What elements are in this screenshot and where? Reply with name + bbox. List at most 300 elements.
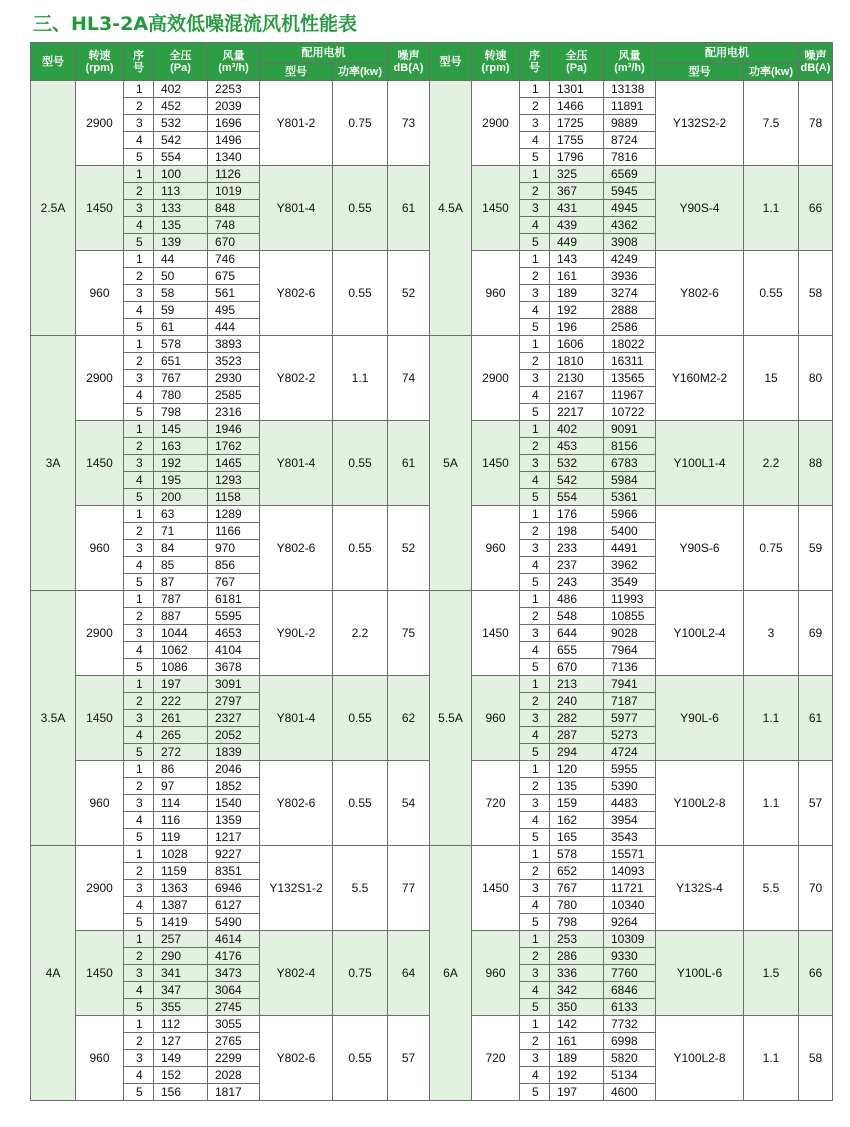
pressure-cell: 341: [154, 965, 208, 982]
model-cell: 4A: [31, 846, 76, 1101]
seq-cell: 1: [520, 931, 550, 948]
pressure-cell: 1387: [154, 897, 208, 914]
pressure-cell: 554: [154, 149, 208, 166]
model-cell: 5A: [430, 336, 472, 591]
seq-cell: 2: [124, 948, 154, 965]
seq-cell: 4: [520, 387, 550, 404]
seq-cell: 4: [124, 642, 154, 659]
pressure-cell: 243: [550, 574, 604, 591]
seq-cell: 5: [520, 744, 550, 761]
table-body: [31, 81, 833, 1101]
pressure-cell: 86: [154, 761, 208, 778]
noise-cell: 52: [388, 506, 430, 591]
header-motor-model: 型号: [260, 64, 333, 81]
seq-cell: 1: [124, 421, 154, 438]
flow-cell: 6181: [208, 591, 260, 608]
flow-cell: 14093: [604, 863, 656, 880]
power-cell: 0.75: [333, 81, 388, 166]
seq-cell: 3: [124, 285, 154, 302]
flow-cell: 6783: [604, 455, 656, 472]
seq-cell: 3: [520, 115, 550, 132]
seq-cell: 2: [520, 268, 550, 285]
noise-cell: 61: [388, 421, 430, 506]
power-cell: 0.55: [333, 1016, 388, 1101]
model-cell: 4.5A: [430, 81, 472, 336]
pressure-cell: 233: [550, 540, 604, 557]
seq-cell: 2: [520, 863, 550, 880]
pressure-cell: 61: [154, 319, 208, 336]
seq-cell: 3: [520, 285, 550, 302]
seq-cell: 3: [520, 455, 550, 472]
seq-cell: 4: [520, 217, 550, 234]
pressure-cell: 367: [550, 183, 604, 200]
seq-cell: 3: [520, 625, 550, 642]
pressure-cell: 342: [550, 982, 604, 999]
model-cell: 3A: [31, 336, 76, 591]
seq-cell: 5: [520, 149, 550, 166]
seq-cell: 3: [124, 965, 154, 982]
seq-cell: 1: [124, 676, 154, 693]
seq-cell: 2: [124, 353, 154, 370]
seq-cell: 2: [124, 438, 154, 455]
motor-model-cell: Y132S-4: [656, 846, 744, 931]
pressure-cell: 149: [154, 1050, 208, 1067]
flow-cell: 18022: [604, 336, 656, 353]
flow-cell: 7187: [604, 693, 656, 710]
flow-cell: 8351: [208, 863, 260, 880]
header-flow-label-right: 风量: [618, 49, 641, 62]
flow-cell: 13565: [604, 370, 656, 387]
flow-cell: 4653: [208, 625, 260, 642]
seq-cell: 5: [520, 319, 550, 336]
seq-cell: 3: [124, 710, 154, 727]
seq-cell: 1: [520, 421, 550, 438]
header-flow-unit: (m³/h): [218, 61, 249, 74]
seq-cell: 2: [520, 353, 550, 370]
motor-model-cell: Y160M2-2: [656, 336, 744, 421]
pressure-cell: 542: [154, 132, 208, 149]
power-cell: 0.75: [333, 931, 388, 1016]
noise-cell: 78: [799, 81, 833, 166]
speed-cell: 960: [76, 1016, 124, 1101]
noise-cell: 61: [799, 676, 833, 761]
power-cell: 0.55: [333, 676, 388, 761]
pressure-cell: 189: [550, 285, 604, 302]
noise-cell: 74: [388, 336, 430, 421]
power-cell: 3: [744, 591, 799, 676]
seq-cell: 2: [124, 523, 154, 540]
pressure-cell: 2217: [550, 404, 604, 421]
header-seq-bottom: 号: [133, 61, 144, 74]
flow-cell: 7732: [604, 1016, 656, 1033]
seq-cell: 5: [124, 1084, 154, 1101]
flow-cell: 970: [208, 540, 260, 557]
power-cell: 0.55: [333, 421, 388, 506]
power-cell: 7.5: [744, 81, 799, 166]
header-speed-label-right: 转速: [484, 49, 507, 62]
speed-cell: 1450: [472, 421, 520, 506]
pressure-cell: 486: [550, 591, 604, 608]
header-seq-bottom-right: 号: [529, 61, 540, 74]
seq-cell: 3: [124, 370, 154, 387]
pressure-cell: 159: [550, 795, 604, 812]
flow-cell: 9330: [604, 948, 656, 965]
pressure-cell: 1028: [154, 846, 208, 863]
pressure-cell: 578: [550, 846, 604, 863]
seq-cell: 2: [520, 1033, 550, 1050]
header-pressure-unit-right: (Pa): [566, 61, 587, 74]
seq-cell: 1: [520, 166, 550, 183]
flow-cell: 9227: [208, 846, 260, 863]
seq-cell: 5: [124, 404, 154, 421]
seq-cell: 1: [124, 931, 154, 948]
pressure-cell: 453: [550, 438, 604, 455]
power-cell: 0.55: [333, 761, 388, 846]
seq-cell: 2: [124, 1033, 154, 1050]
pressure-cell: 439: [550, 217, 604, 234]
flow-cell: 9889: [604, 115, 656, 132]
pressure-cell: 116: [154, 812, 208, 829]
flow-cell: 1126: [208, 166, 260, 183]
motor-model-cell: Y802-6: [260, 506, 333, 591]
pressure-cell: 1606: [550, 336, 604, 353]
flow-cell: 3954: [604, 812, 656, 829]
seq-cell: 4: [124, 302, 154, 319]
flow-cell: 9028: [604, 625, 656, 642]
flow-cell: 670: [208, 234, 260, 251]
model-cell: 6A: [430, 846, 472, 1101]
pressure-cell: 655: [550, 642, 604, 659]
seq-cell: 2: [520, 693, 550, 710]
header-seq-top-right: 序: [529, 49, 540, 62]
table-row: [31, 81, 833, 98]
seq-cell: 4: [520, 982, 550, 999]
motor-model-cell: Y801-2: [260, 81, 333, 166]
flow-cell: 2797: [208, 693, 260, 710]
speed-cell: 2900: [76, 591, 124, 676]
pressure-cell: 257: [154, 931, 208, 948]
header-row-1: [31, 43, 833, 64]
noise-cell: 59: [799, 506, 833, 591]
flow-cell: 1340: [208, 149, 260, 166]
header-motor-right: 配用电机: [656, 43, 799, 64]
seq-cell: 3: [520, 795, 550, 812]
pressure-cell: 2130: [550, 370, 604, 387]
seq-cell: 1: [124, 166, 154, 183]
flow-cell: 4491: [604, 540, 656, 557]
seq-cell: 1: [124, 251, 154, 268]
pressure-cell: 1755: [550, 132, 604, 149]
seq-cell: 5: [124, 829, 154, 846]
pressure-cell: 127: [154, 1033, 208, 1050]
header-noise-unit-right: dB(A): [800, 61, 831, 74]
flow-cell: 1540: [208, 795, 260, 812]
seq-cell: 4: [124, 387, 154, 404]
seq-cell: 5: [124, 149, 154, 166]
pressure-cell: 189: [550, 1050, 604, 1067]
pressure-cell: 1159: [154, 863, 208, 880]
seq-cell: 5: [124, 319, 154, 336]
pressure-cell: 135: [550, 778, 604, 795]
seq-cell: 2: [520, 183, 550, 200]
seq-cell: 3: [124, 540, 154, 557]
flow-cell: 4945: [604, 200, 656, 217]
flow-cell: 4614: [208, 931, 260, 948]
power-cell: 2.2: [333, 591, 388, 676]
flow-cell: 2299: [208, 1050, 260, 1067]
flow-cell: 4483: [604, 795, 656, 812]
flow-cell: 7760: [604, 965, 656, 982]
flow-cell: 6998: [604, 1033, 656, 1050]
seq-cell: 1: [124, 81, 154, 98]
pressure-cell: 162: [550, 812, 604, 829]
power-cell: 1.1: [744, 761, 799, 846]
model-cell: 2.5A: [31, 81, 76, 336]
flow-cell: 1762: [208, 438, 260, 455]
motor-model-cell: Y132S2-2: [656, 81, 744, 166]
seq-cell: 5: [520, 404, 550, 421]
pressure-cell: 294: [550, 744, 604, 761]
header-motor: 配用电机: [260, 43, 388, 64]
pressure-cell: 780: [154, 387, 208, 404]
pressure-cell: 542: [550, 472, 604, 489]
seq-cell: 4: [124, 1067, 154, 1084]
flow-cell: 11993: [604, 591, 656, 608]
flow-cell: 4249: [604, 251, 656, 268]
motor-model-cell: Y801-4: [260, 676, 333, 761]
pressure-cell: 197: [154, 676, 208, 693]
seq-cell: 2: [520, 778, 550, 795]
table-row: [31, 336, 833, 353]
flow-cell: 748: [208, 217, 260, 234]
flow-cell: 4724: [604, 744, 656, 761]
flow-cell: 1852: [208, 778, 260, 795]
noise-cell: 69: [799, 591, 833, 676]
pressure-cell: 58: [154, 285, 208, 302]
model-cell: 3.5A: [31, 591, 76, 846]
seq-cell: 2: [520, 438, 550, 455]
flow-cell: 9264: [604, 914, 656, 931]
seq-cell: 3: [520, 370, 550, 387]
pressure-cell: 198: [550, 523, 604, 540]
seq-cell: 1: [520, 676, 550, 693]
pressure-cell: 192: [154, 455, 208, 472]
pressure-cell: 44: [154, 251, 208, 268]
flow-cell: 5955: [604, 761, 656, 778]
seq-cell: 3: [520, 540, 550, 557]
seq-cell: 2: [520, 608, 550, 625]
pressure-cell: 272: [154, 744, 208, 761]
flow-cell: 5361: [604, 489, 656, 506]
seq-cell: 1: [520, 846, 550, 863]
motor-model-cell: Y100L1-4: [656, 421, 744, 506]
pressure-cell: 100: [154, 166, 208, 183]
pressure-cell: 120: [550, 761, 604, 778]
pressure-cell: 156: [154, 1084, 208, 1101]
seq-cell: 1: [124, 591, 154, 608]
motor-model-cell: Y90S-4: [656, 166, 744, 251]
pressure-cell: 350: [550, 999, 604, 1016]
flow-cell: 2039: [208, 98, 260, 115]
flow-cell: 4104: [208, 642, 260, 659]
flow-cell: 5134: [604, 1067, 656, 1084]
header-seq-top: 序: [133, 49, 144, 62]
header-speed: [76, 43, 124, 81]
noise-cell: 61: [388, 166, 430, 251]
speed-cell: 960: [472, 506, 520, 591]
flow-cell: 4176: [208, 948, 260, 965]
header-speed-unit-right: (rpm): [481, 61, 510, 74]
motor-model-cell: Y801-4: [260, 166, 333, 251]
power-cell: 2.2: [744, 421, 799, 506]
header-model: 型号: [31, 43, 76, 81]
motor-model-cell: Y90L-6: [656, 676, 744, 761]
seq-cell: 4: [124, 132, 154, 149]
flow-cell: 16311: [604, 353, 656, 370]
header-power: 功率(kw): [333, 64, 388, 81]
flow-cell: 5966: [604, 506, 656, 523]
pressure-cell: 142: [550, 1016, 604, 1033]
pressure-cell: 112: [154, 1016, 208, 1033]
speed-cell: 960: [472, 251, 520, 336]
flow-cell: 495: [208, 302, 260, 319]
power-cell: 5.5: [744, 846, 799, 931]
noise-cell: 58: [799, 1016, 833, 1101]
seq-cell: 5: [124, 574, 154, 591]
flow-cell: 8156: [604, 438, 656, 455]
flow-cell: 10855: [604, 608, 656, 625]
header-pressure-unit: (Pa): [170, 61, 191, 74]
seq-cell: 3: [520, 965, 550, 982]
seq-cell: 2: [520, 523, 550, 540]
noise-cell: 57: [388, 1016, 430, 1101]
flow-cell: 2765: [208, 1033, 260, 1050]
flow-cell: 3473: [208, 965, 260, 982]
seq-cell: 3: [520, 710, 550, 727]
seq-cell: 4: [124, 472, 154, 489]
motor-model-cell: Y100L-6: [656, 931, 744, 1016]
seq-cell: 3: [124, 795, 154, 812]
seq-cell: 1: [124, 761, 154, 778]
flow-cell: 10340: [604, 897, 656, 914]
seq-cell: 1: [520, 81, 550, 98]
pressure-cell: 767: [550, 880, 604, 897]
speed-cell: 1450: [76, 421, 124, 506]
pressure-cell: 145: [154, 421, 208, 438]
flow-cell: 561: [208, 285, 260, 302]
pressure-cell: 1810: [550, 353, 604, 370]
flow-cell: 848: [208, 200, 260, 217]
seq-cell: 1: [124, 506, 154, 523]
motor-model-cell: Y100L2-4: [656, 591, 744, 676]
seq-cell: 3: [520, 880, 550, 897]
noise-cell: 88: [799, 421, 833, 506]
table-header: [31, 43, 833, 81]
speed-cell: 2900: [76, 336, 124, 421]
power-cell: 15: [744, 336, 799, 421]
flow-cell: 7941: [604, 676, 656, 693]
flow-cell: 3908: [604, 234, 656, 251]
flow-cell: 6133: [604, 999, 656, 1016]
header-noise-right: [799, 43, 833, 81]
seq-cell: 4: [520, 132, 550, 149]
pressure-cell: 143: [550, 251, 604, 268]
flow-cell: 5820: [604, 1050, 656, 1067]
flow-cell: 1158: [208, 489, 260, 506]
seq-cell: 1: [124, 1016, 154, 1033]
seq-cell: 5: [124, 914, 154, 931]
power-cell: 1.1: [744, 1016, 799, 1101]
seq-cell: 5: [124, 744, 154, 761]
pressure-cell: 87: [154, 574, 208, 591]
seq-cell: 4: [124, 982, 154, 999]
seq-cell: 3: [124, 625, 154, 642]
flow-cell: 444: [208, 319, 260, 336]
seq-cell: 4: [520, 642, 550, 659]
flow-cell: 5490: [208, 914, 260, 931]
flow-cell: 5390: [604, 778, 656, 795]
pressure-cell: 282: [550, 710, 604, 727]
seq-cell: 2: [124, 863, 154, 880]
flow-cell: 2028: [208, 1067, 260, 1084]
flow-cell: 1465: [208, 455, 260, 472]
power-cell: 0.75: [744, 506, 799, 591]
seq-cell: 5: [520, 659, 550, 676]
seq-cell: 2: [124, 778, 154, 795]
flow-cell: 2586: [604, 319, 656, 336]
seq-cell: 5: [124, 234, 154, 251]
model-cell: 5.5A: [430, 591, 472, 846]
flow-cell: 11721: [604, 880, 656, 897]
seq-cell: 1: [520, 761, 550, 778]
pressure-cell: 887: [154, 608, 208, 625]
flow-cell: 5400: [604, 523, 656, 540]
seq-cell: 4: [520, 727, 550, 744]
pressure-cell: 651: [154, 353, 208, 370]
seq-cell: 1: [520, 591, 550, 608]
noise-cell: 75: [388, 591, 430, 676]
flow-cell: 1696: [208, 115, 260, 132]
speed-cell: 960: [76, 506, 124, 591]
power-cell: 0.55: [333, 251, 388, 336]
seq-cell: 4: [520, 897, 550, 914]
pressure-cell: 548: [550, 608, 604, 625]
noise-cell: 77: [388, 846, 430, 931]
page-title: 三、HL3-2A高效低噪混流风机性能表: [33, 13, 358, 35]
pressure-cell: 452: [154, 98, 208, 115]
pressure-cell: 578: [154, 336, 208, 353]
header-model-right: 型号: [430, 43, 472, 81]
motor-model-cell: Y802-6: [260, 1016, 333, 1101]
header-motor-model-right: 型号: [656, 64, 744, 81]
header-speed-unit: (rpm): [85, 61, 114, 74]
seq-cell: 4: [124, 557, 154, 574]
header-noise: [388, 43, 430, 81]
pressure-cell: 449: [550, 234, 604, 251]
seq-cell: 4: [124, 812, 154, 829]
pressure-cell: 50: [154, 268, 208, 285]
speed-cell: 1450: [76, 931, 124, 1016]
seq-cell: 4: [520, 812, 550, 829]
flow-cell: 3936: [604, 268, 656, 285]
seq-cell: 5: [520, 829, 550, 846]
flow-cell: 7964: [604, 642, 656, 659]
flow-cell: 6569: [604, 166, 656, 183]
flow-cell: 4362: [604, 217, 656, 234]
pressure-cell: 1062: [154, 642, 208, 659]
flow-cell: 3678: [208, 659, 260, 676]
speed-cell: 960: [472, 676, 520, 761]
